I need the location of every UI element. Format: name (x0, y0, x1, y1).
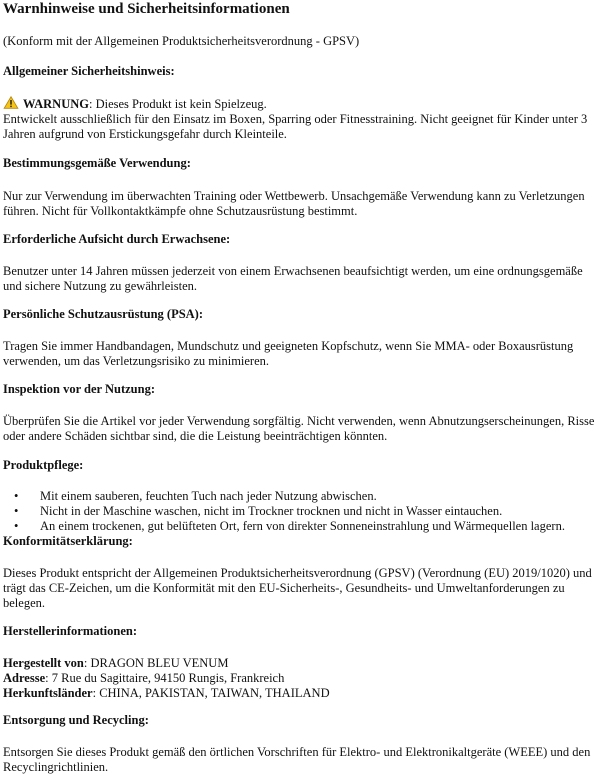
general-body (3, 96, 597, 142)
list-item: • An einem trockenen, gut belüfteten Ort, fern von direkter Sonneneinstrahlung und Wärmequellen lagern. (14, 519, 565, 533)
manufacturer-body (3, 656, 597, 701)
general-section (3, 64, 597, 79)
bullet-icon: • (14, 504, 19, 518)
subtitle: (Konform mit der Allgemeinen Produktsicherheitsverordnung - GPSV) (3, 34, 360, 48)
general-heading: Allgemeiner Sicherheitshinweis: (3, 64, 175, 78)
general-text: Entwickelt ausschließlich für den Einsatz im Boxen, Sparring oder Fitnesstraining. Nicht geeignet für Kinder unter 3 Jahren aufgrund von Erstickungsgefahr durch Kleinteile. (3, 112, 588, 141)
care-section (3, 458, 597, 473)
manufacturer-heading: Herstellerinformationen: (3, 624, 137, 638)
intended-use-text: Nur zur Verwendung im überwachten Training oder Wettbewerb. Unsachgemäße Verwendung kann zu Verletzungen führen. Nicht für Vollkontaktkämpfe ohne Schutzausrüstung bestimmt. (3, 189, 585, 218)
ppe-body (3, 339, 597, 369)
warning-text: : Dieses Produkt ist kein Spielzeug. (88, 97, 267, 111)
care-body (3, 489, 597, 534)
supervision-section (3, 232, 597, 247)
warning-triangle-icon (3, 96, 19, 109)
bullet-icon: • (14, 489, 19, 503)
made-by-value: : DRAGON BLEU VENUM (83, 656, 229, 670)
conformity-section (3, 534, 597, 549)
origin-label: Herkunftsländer (3, 686, 93, 700)
supervision-body (3, 264, 597, 294)
bullet-icon: • (14, 519, 19, 533)
inspection-body (3, 414, 597, 444)
address-label: Adresse (3, 671, 46, 685)
care-heading: Produktpflege: (3, 458, 84, 472)
list-item: • Nicht in der Maschine waschen, nicht im Trockner trocknen und nicht in Wasser eintauchen. (14, 504, 503, 518)
conformity-heading: Konformitätserklärung: (3, 534, 133, 548)
supervision-text: Benutzer unter 14 Jahren müssen jederzeit von einem Erwachsenen beaufsichtigt werden, um eine ordnungsgemäße und sichere Nutzung zu gewährleisten. (3, 264, 583, 293)
inspection-section (3, 382, 597, 397)
warning-line (3, 96, 597, 112)
inspection-text: Überprüfen Sie die Artikel vor jeder Verwendung sorgfältig. Nicht verwenden, wenn Abnutzungserscheinungen, Risse oder andere Schäden sichtbar sind, die die Leistung beeinträchtigen könnten. (3, 414, 595, 443)
care-list (3, 489, 597, 534)
conformity-body (3, 566, 597, 611)
inspection-heading: Inspektion vor der Nutzung: (3, 382, 155, 396)
address-line (3, 671, 597, 686)
page-title: Warnhinweise und Sicherheitsinformationen (3, 1, 290, 17)
origin-value: : CHINA, PAKISTAN, TAIWAN, THAILAND (92, 686, 330, 700)
conformity-text: Dieses Produkt entspricht der Allgemeinen Produktsicherheitsverordnung (GPSV) (Verordnung (EU) 2019/1020) und trägt das CE-Zeichen, um die Konformität mit den EU-Sicherheits-, Gesundheits- und Umweltanforderungen zu belegen. (3, 566, 592, 610)
intended-use-body (3, 189, 597, 219)
origin-line (3, 686, 597, 701)
ppe-section (3, 307, 597, 322)
ppe-heading: Persönliche Schutzausrüstung (PSA): (3, 307, 204, 321)
made-by-line (3, 656, 597, 671)
address-value: : 7 Rue du Sagittaire, 94150 Rungis, Frankreich (45, 671, 285, 685)
ppe-text: Tragen Sie immer Handbandagen, Mundschutz und geeigneten Kopfschutz, wenn Sie MMA- oder Boxausrüstung verwenden, um das Verletzungsrisiko zu minimieren. (3, 339, 574, 368)
disposal-heading: Entsorgung und Recycling: (3, 713, 149, 727)
subtitle-block (3, 34, 597, 49)
disposal-section (3, 713, 597, 728)
disposal-body (3, 745, 597, 775)
supervision-heading: Erforderliche Aufsicht durch Erwachsene: (3, 232, 231, 246)
list-item: • Mit einem sauberen, feuchten Tuch nach jeder Nutzung abwischen. (14, 489, 377, 503)
manufacturer-section (3, 624, 597, 639)
warning-label: WARNUNG (23, 97, 89, 111)
made-by-label: Hergestellt von (3, 656, 84, 670)
disposal-text: Entsorgen Sie dieses Produkt gemäß den örtlichen Vorschriften für Elektro- und Elektronikaltgeräte (WEEE) und den Recyclingrichtlinien. (3, 745, 591, 774)
intended-use-section (3, 156, 597, 171)
intended-use-heading: Bestimmungsgemäße Verwendung: (3, 156, 191, 170)
